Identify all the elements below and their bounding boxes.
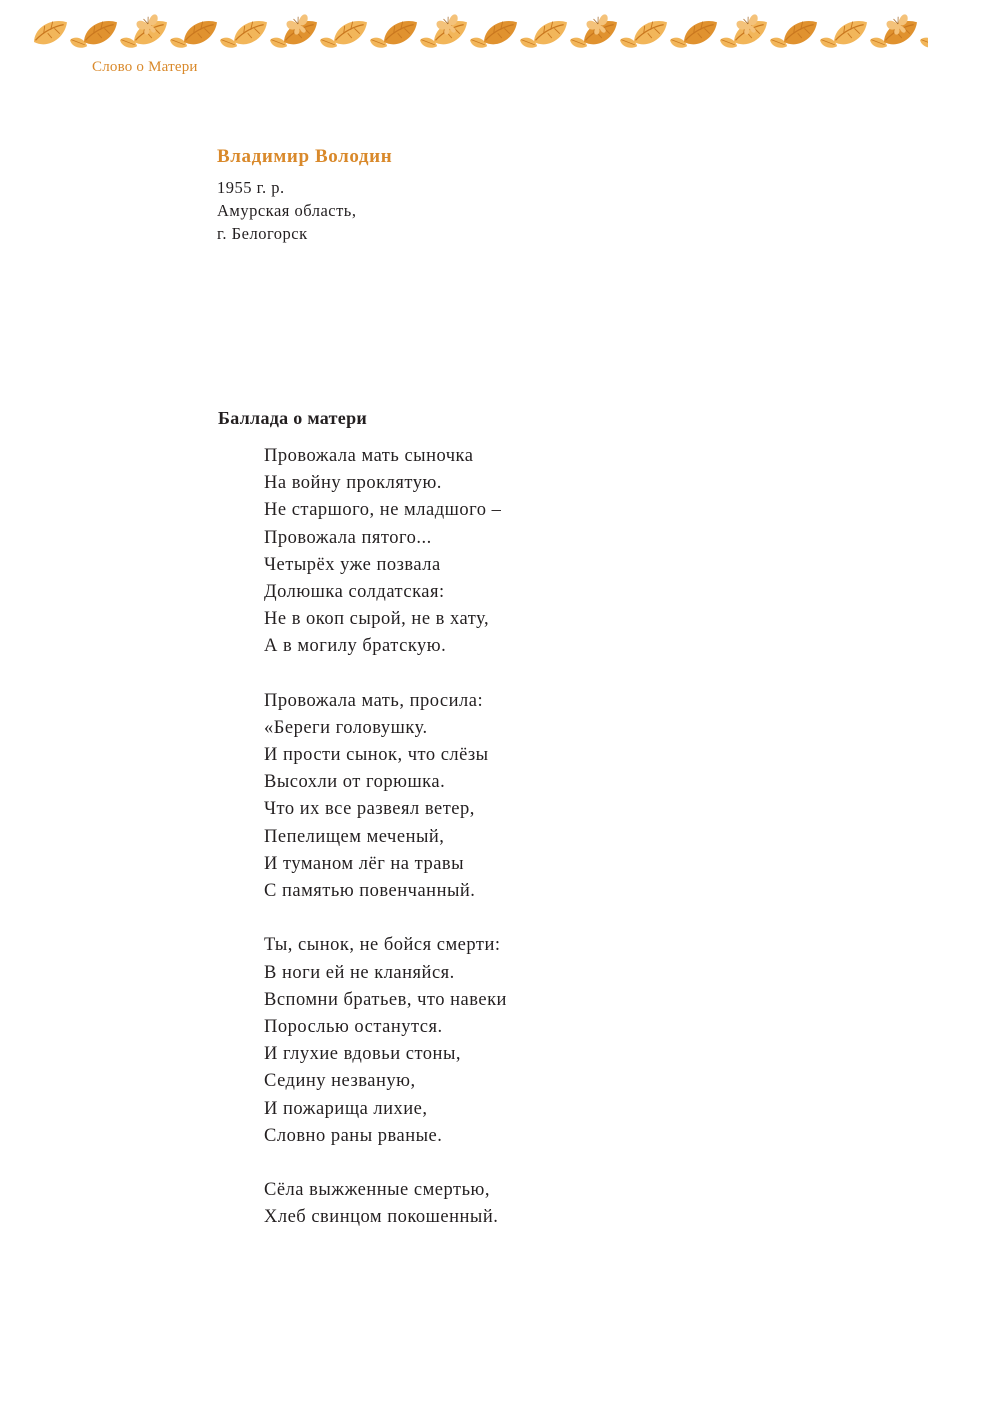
author-city: г. Белогорск <box>217 224 308 243</box>
poem-body <box>264 443 507 1259</box>
poem-line: «Береги головушку. <box>264 717 428 738</box>
author-region: Амурская область, <box>217 201 357 220</box>
poem-line: И глухие вдовьи стоны, <box>264 1044 461 1065</box>
poem-line: Не в окоп сырой, не в хату, <box>264 609 490 630</box>
poem-line: Провожала мать сыночка <box>264 446 474 466</box>
poem-line: На войну проклятую. <box>264 473 442 494</box>
poem-line: Провожала мать, просила: <box>264 690 484 711</box>
author-birth: 1955 г. р. <box>217 178 285 197</box>
leaf-icon <box>29 16 71 48</box>
poem-line: С памятью повенчанный. <box>264 881 476 901</box>
poem-line: Провожала пятого... <box>264 527 432 548</box>
poem-line: А в могилу братскую. <box>264 636 447 657</box>
running-head: Слово о Матери <box>92 59 198 75</box>
poem-line: Словно раны рваные. <box>264 1125 443 1146</box>
poem-line: В ноги ей не кланяйся. <box>264 962 455 983</box>
poem-title: Баллада о матери <box>218 408 368 428</box>
poem-line: Пепелищем меченый, <box>264 826 445 847</box>
leaf-icon <box>918 35 928 52</box>
poem-line: Долюшка солдатская: <box>264 581 445 602</box>
stanza <box>264 1177 507 1231</box>
leaf-butterfly-border <box>28 8 928 60</box>
poem-line: Высохли от горюшка. <box>264 772 446 793</box>
poem-line: Не старшого, не младшого – <box>264 500 502 521</box>
poem-line: Ты, сынок, не бойся смерти: <box>264 935 501 956</box>
poem-line: Вспомни братьев, что навеки <box>264 989 507 1010</box>
poem-line: Сёла выжженные смертью, <box>264 1180 490 1201</box>
poem-line: Что их все развеял ветер, <box>264 799 475 820</box>
poem-line: Четырёх уже позвала <box>264 554 441 575</box>
stanza <box>264 932 507 1150</box>
stanza <box>264 688 507 906</box>
poem-line: Хлеб свинцом покошенный. <box>264 1207 499 1228</box>
author-block <box>217 144 392 245</box>
poem-line: Седину незваную, <box>264 1071 416 1092</box>
poem-line: И туманом лёг на травы <box>264 853 465 874</box>
poem-line: И пожарища лихие, <box>264 1098 428 1119</box>
stanza <box>264 443 507 661</box>
poem-line: И прости сынок, что слёзы <box>264 745 489 766</box>
author-name: Владимир Володин <box>217 146 393 167</box>
poem-line: Порослью останутся. <box>264 1016 443 1037</box>
